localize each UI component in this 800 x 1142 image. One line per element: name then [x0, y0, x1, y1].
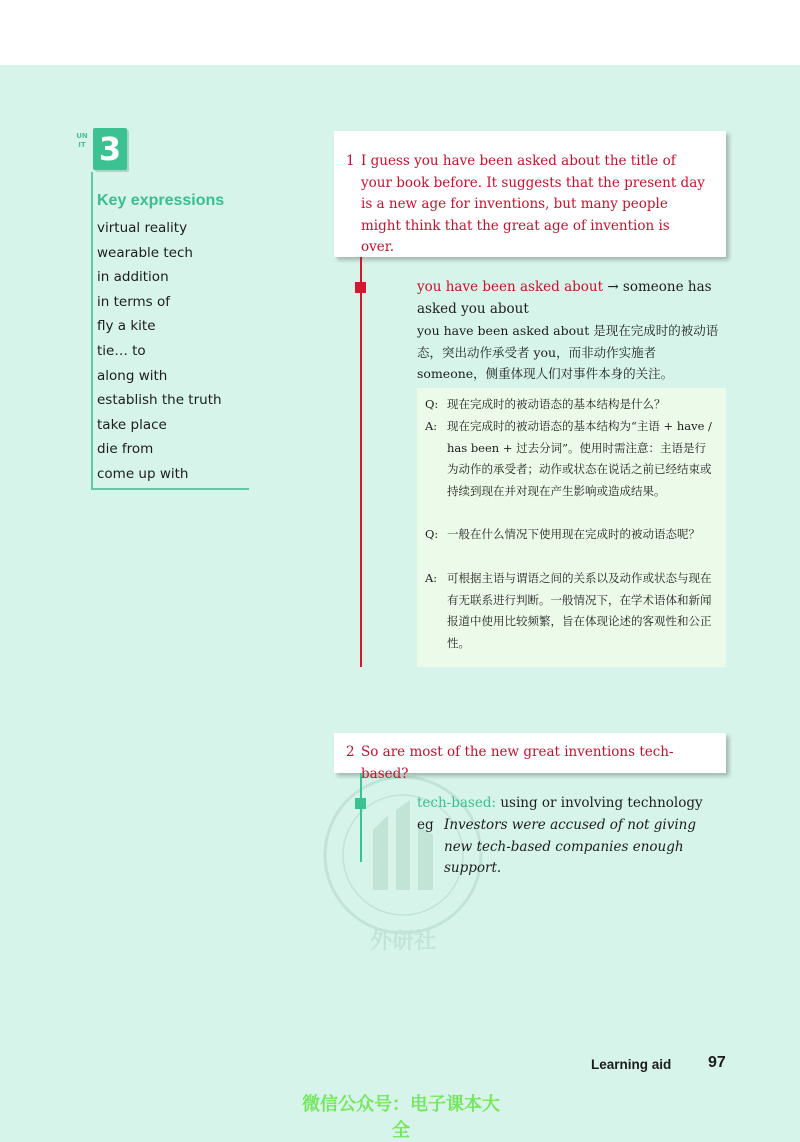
- annotation-line-green: [360, 773, 362, 862]
- key-expression-item: come up with: [97, 465, 189, 482]
- quote-number: 2: [346, 744, 355, 760]
- key-expression-item: die from: [97, 441, 154, 458]
- qa-entry: [425, 524, 715, 546]
- qa-text: 可根据主语与谓语之间的关系以及动作或状态与现在有无联系进行判断。一般情况下，在学术语体和新闻报道中使用比较频繁，旨在体现论述的客观性和公正性。: [447, 571, 712, 651]
- qa-entry: [425, 416, 715, 503]
- quote-number: 1: [346, 153, 355, 169]
- qa-label: A:: [425, 419, 438, 433]
- example-label: eg: [417, 817, 434, 833]
- key-expression-item: establish the truth: [97, 392, 222, 409]
- grammar-note: [417, 276, 727, 320]
- quote-card-1: [334, 131, 726, 257]
- arrow-symbol: →: [607, 279, 619, 295]
- key-expression-item: virtual reality: [97, 220, 188, 236]
- qa-label: A:: [425, 571, 438, 585]
- stamp-text: 外研社: [369, 929, 437, 954]
- top-margin: [0, 0, 800, 65]
- key-expression-item: along with: [97, 367, 168, 384]
- key-expression-item: in addition: [97, 269, 169, 286]
- quote-body: So are most of the new great inventions tech-based?: [361, 744, 674, 782]
- key-expression-item: fly a kite: [97, 318, 156, 335]
- quote-card-2: [334, 733, 726, 782]
- key-expression-item: take place: [97, 416, 167, 433]
- quote-text-1: [346, 151, 706, 259]
- sidebar-divider-vertical: [91, 172, 93, 490]
- highlight-phrase: you have been asked about: [417, 279, 604, 295]
- annotation-marker-red: [355, 282, 366, 293]
- qa-label: Q:: [425, 397, 439, 411]
- qa-text: 现在完成时的被动语态的基本结构是什么？: [447, 397, 666, 411]
- qa-entry: [425, 568, 715, 655]
- key-expressions-title: Key expressions: [97, 192, 225, 209]
- unit-number-badge: 3: [93, 128, 127, 170]
- annotation-line-red: [360, 257, 362, 667]
- watermark-text: 微信公众号：电子课本大全: [302, 1094, 500, 1141]
- key-expression-item: in terms of: [97, 293, 170, 310]
- qa-label: Q:: [425, 527, 439, 541]
- qa-entry: [425, 394, 715, 416]
- key-expression-item: wearable tech: [97, 244, 193, 261]
- vocab-definition: using or involving technology: [500, 795, 703, 811]
- example-sentence: [417, 815, 727, 880]
- vocab-term: tech-based:: [417, 795, 497, 811]
- example-text: Investors were accused of not giving new tech-based companies enough support.: [444, 817, 696, 876]
- rewrite-phrase: someone has asked you about: [417, 279, 712, 317]
- unit-word: UNIT: [76, 132, 88, 149]
- quote-text-2: [346, 742, 706, 785]
- qa-text: 一般在什么情况下使用现在完成时的被动语态呢？: [447, 527, 700, 541]
- annotation-marker-green: [355, 798, 366, 809]
- qa-box: [417, 388, 726, 667]
- footer-section-label: Learning aid: [591, 1057, 672, 1072]
- vocab-note: [417, 793, 727, 815]
- qa-text: 现在完成时的被动语态的基本结构为“主语 + have / has been + 过去分词”。使用时需注意：主语是行为动作的承受者；动作或状态在说话之前已经结束或持续到现在并对现在产生影响或造成结果。: [447, 419, 712, 499]
- grammar-explanation: you have been asked about 是现在完成时的被动语态，突出动作承受者 you，而非动作实施者 someone，侧重体现人们对事件本身的关注。: [417, 323, 719, 381]
- key-expression-item: tie… to: [97, 342, 146, 359]
- page-number: 97: [708, 1054, 726, 1071]
- key-expressions-list: [97, 218, 222, 489]
- quote-body: I guess you have been asked about the title of your book before. It suggests that the present day is a new age for inventions, but many people might think that the great age of invention is over.: [361, 153, 705, 255]
